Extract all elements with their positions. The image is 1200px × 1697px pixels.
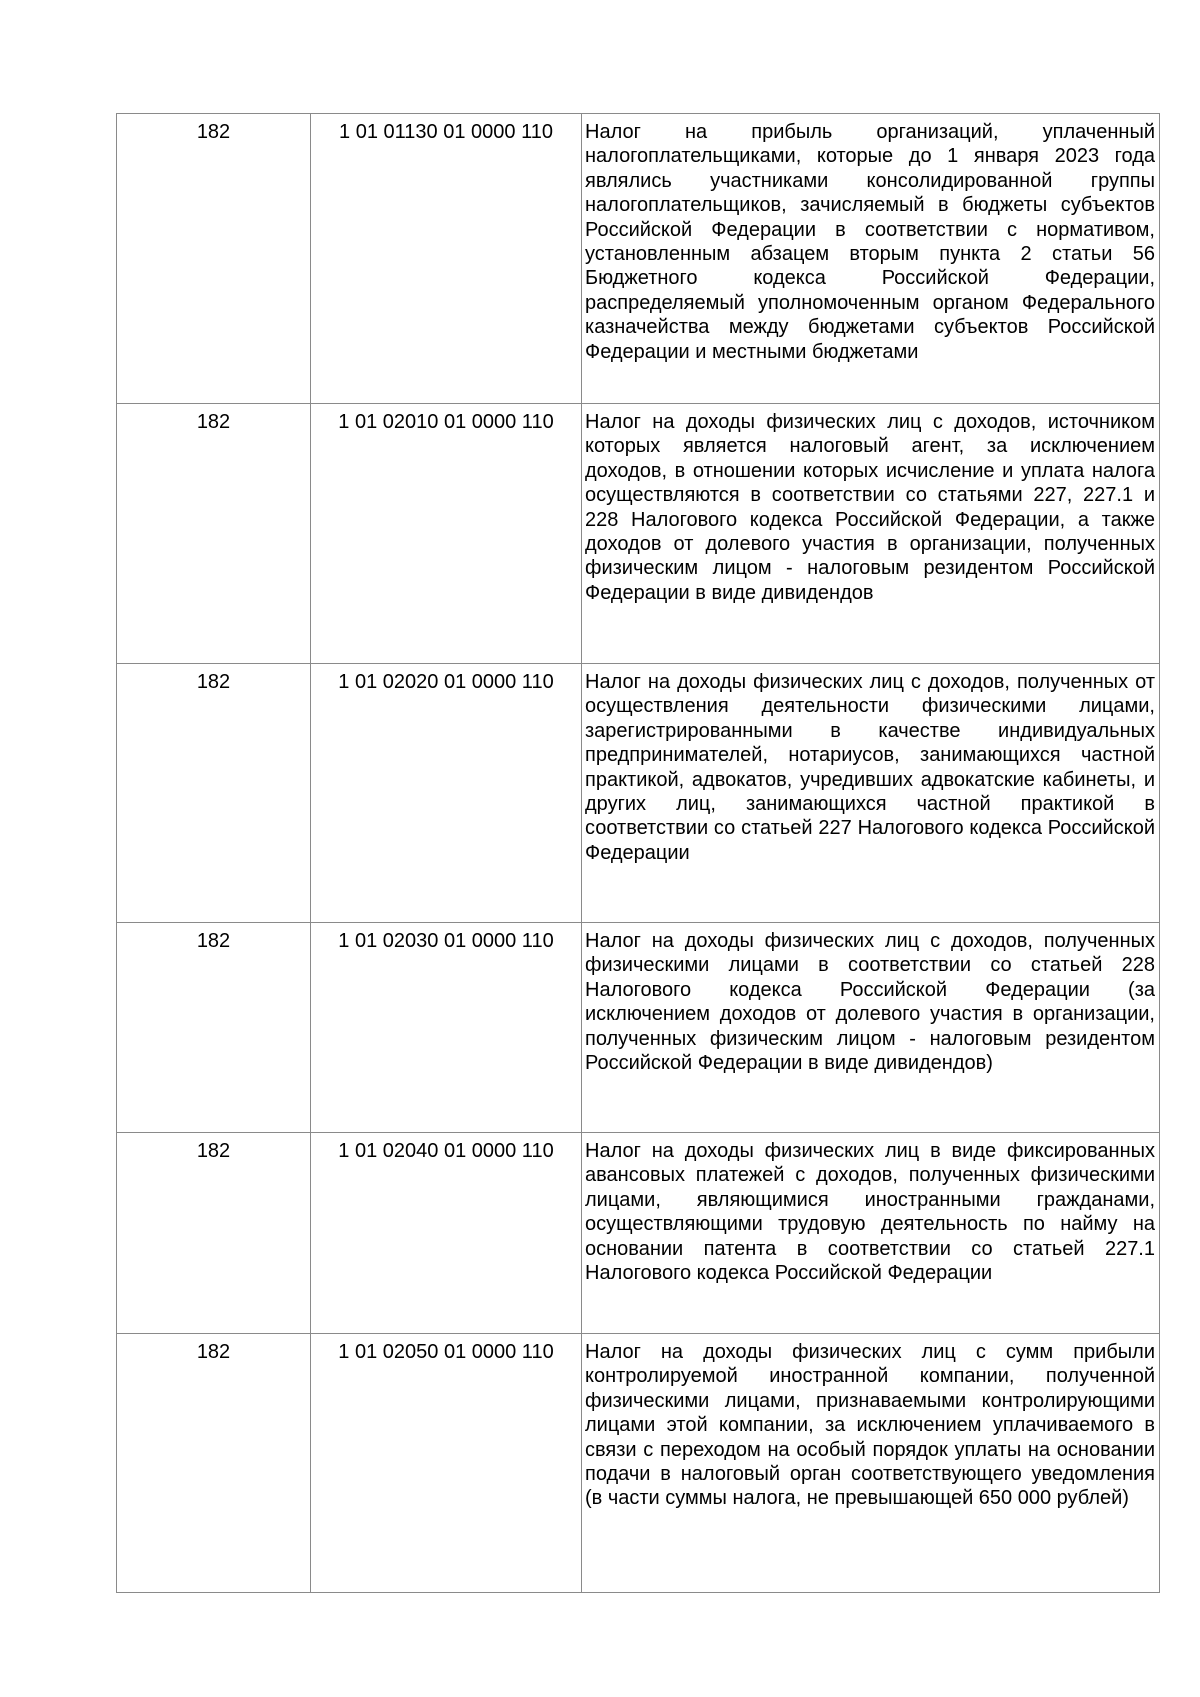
admin-code-cell: 182 bbox=[117, 114, 311, 404]
kbk-code-cell: 1 01 02010 01 0000 110 bbox=[311, 404, 582, 664]
table-row bbox=[117, 923, 1160, 1133]
kbk-code-cell: 1 01 01130 01 0000 110 bbox=[311, 114, 582, 404]
kbk-code-cell: 1 01 02030 01 0000 110 bbox=[311, 923, 582, 1133]
admin-code-cell: 182 bbox=[117, 664, 311, 923]
description-cell: Налог на доходы физических лиц с сумм прибыли контролируемой иностранной компании, полученной физическими лицами, признаваемыми контролирующими лицами этой компании, за исключением уплачиваемого в связи с переходом на особый порядок уплаты на основании подачи в налоговый орган соответствующего уведомления (в части суммы налога, не превышающей 650 000 рублей) bbox=[582, 1334, 1160, 1593]
budget-classification-table bbox=[116, 113, 1155, 1593]
description-cell: Налог на доходы физических лиц в виде фиксированных авансовых платежей с доходов, полученных физическими лицами, являющимися иностранными гражданами, осуществляющими трудовую деятельность по найму на основании патента в соответствии со статьей 227.1 Налогового кодекса Российской Федерации bbox=[582, 1133, 1160, 1334]
description-cell: Налог на прибыль организаций, уплаченный налогоплательщиками, которые до 1 января 2023 года являлись участниками консолидированной группы налогоплательщиков, зачисляемый в бюджеты субъектов Российской Федерации в соответствии с нормативом, установленным абзацем вторым пункта 2 статьи 56 Бюджетного кодекса Российской Федерации, распределяемый уполномоченным органом Федерального казначейства между бюджетами субъектов Российской Федерации и местными бюджетами bbox=[582, 114, 1160, 404]
admin-code-cell: 182 bbox=[117, 404, 311, 664]
kbk-code-cell: 1 01 02020 01 0000 110 bbox=[311, 664, 582, 923]
admin-code-cell: 182 bbox=[117, 1334, 311, 1593]
description-cell: Налог на доходы физических лиц с доходов, источником которых является налоговый агент, за исключением доходов, в отношении которых исчисление и уплата налога осуществляются в соответствии со статьями 227, 227.1 и 228 Налогового кодекса Российской Федерации, а также доходов от долевого участия в организации, полученных физическим лицом - налоговым резидентом Российской Федерации в виде дивидендов bbox=[582, 404, 1160, 664]
kbk-code-cell: 1 01 02040 01 0000 110 bbox=[311, 1133, 582, 1334]
table-row bbox=[117, 114, 1160, 404]
table-row bbox=[117, 1334, 1160, 1593]
admin-code-cell: 182 bbox=[117, 923, 311, 1133]
admin-code-cell: 182 bbox=[117, 1133, 311, 1334]
table-row bbox=[117, 404, 1160, 664]
table-row bbox=[117, 1133, 1160, 1334]
revenue-codes-table bbox=[116, 113, 1160, 1593]
table-row bbox=[117, 664, 1160, 923]
description-cell: Налог на доходы физических лиц с доходов, полученных от осуществления деятельности физическими лицами, зарегистрированными в качестве индивидуальных предпринимателей, нотариусов, занимающихся частной практикой, адвокатов, учредивших адвокатские кабинеты, и других лиц, занимающихся частной практикой в соответствии со статьей 227 Налогового кодекса Российской Федерации bbox=[582, 664, 1160, 923]
description-cell: Налог на доходы физических лиц с доходов, полученных физическими лицами в соответствии со статьей 228 Налогового кодекса Российской Федерации (за исключением доходов от долевого участия в организации, полученных физическим лицом - налоговым резидентом Российской Федерации в виде дивидендов) bbox=[582, 923, 1160, 1133]
kbk-code-cell: 1 01 02050 01 0000 110 bbox=[311, 1334, 582, 1593]
